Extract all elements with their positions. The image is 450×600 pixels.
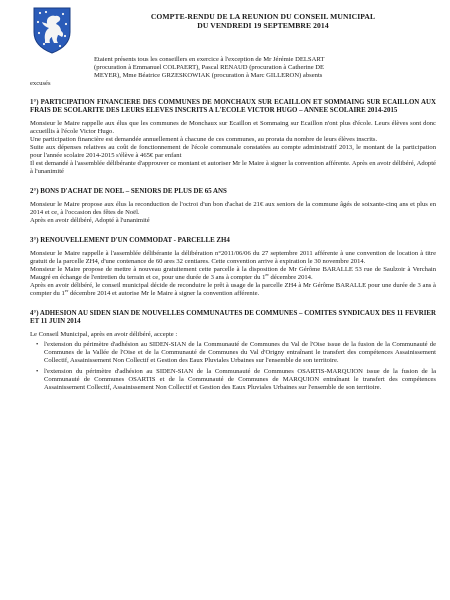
title-line-2: DU VENDREDI 19 SEPTEMBRE 2014 [197,21,329,31]
section-1-paragraph-2: Une participation financière est demandée annuellement à chacune de ces communes, au prorata du nombre de leurs élèves inscrits. [30,136,378,143]
section-1-paragraph-3: Suite aux dépenses relatives au coût de fonctionnement de l'école communale constatées au compte administratif 2013, le montant de la participation pour l'année scolaire 2014-2015 s'élève à 465€ par enfant [30,144,436,159]
attendance-line-3: MEYER), Mme Béatrice GRZESKOWIAK (procuration à Marc GILLERON) absents [94,72,323,79]
section-1 [30,99,436,176]
section-4-title: 4°) ADHESION AU SIDEN SIAN DE NOUVELLES COMMUNAUTES DE COMMUNES – COMITES SYNDICAUX DES 11 FEVRIER ET 11 JUIN 2014 [30,310,436,325]
attendance-line-4: excusés [30,80,51,87]
section-3-title: 3°) RENOUVELLEMENT D'UN COMMODAT - PARCELLE ZH4 [30,237,230,244]
attendance-line-1: Etaient présents tous les conseillers en exercice à l'exception de Mr Jérémie DELSART [94,56,325,63]
section-4 [30,310,436,392]
document-title [90,12,436,31]
section-2 [30,188,436,225]
attendance-block [30,56,436,88]
section-3-paragraph-2: Monsieur le Maire propose de mettre à nouveau gratuitement cette parcelle à la disposition de Mr Gérôme BARALLE 53 rue de Saulzoir à Verchain Maugré en échange de l'entretien du terrain et ce, pour une durée de 3 ans à compter du 1er décembre 2014. [30,266,436,281]
section-1-paragraph-4: Il est demandé à l'assemblée délibérante d'approuver ce montant et autoriser Mr le Maire à signer la convention afférente. Après en avoir délibéré, Adopté à l'unanimité [30,160,436,175]
section-1-paragraph-1: Monsieur le Maire rappelle aux élus que les communes de Monchaux sur Ecaillon et Sommaing sur Ecaillon n'ont plus d'école. Leurs élèves sont donc accueillis à l'école Victor Hugo. [30,120,436,135]
section-2-title: 2°) BONS D'ACHAT DE NOEL – SENIORS DE PLUS DE 65 ANS [30,188,227,195]
section-4-bullet-list [30,341,436,392]
heraldic-lion-crest-icon [32,6,72,54]
attendance-line-2: (procuration à Emmanuel COLPAERT), Pascal RENAUD (procuration à Catherine DE [94,64,325,71]
list-item: • l'extension du périmètre d'adhésion au SIDEN-SIAN de la Communauté de Communes du Val de l'Oise issue de la fusion de la Communauté de Communes de la Vallée de l'Oise et de la Communauté de Communes du Val d'Origny entraînant le transfert des compétences Assainissement Collectif, Assainissement Non Collectif et Gestion des Eaux Pluviales Urbaines sur l'ensemble de son territoire. [44,341,436,365]
section-3 [30,237,436,298]
section-3-paragraph-3: Après en avoir délibéré, le conseil municipal décide de reconduire le prêt à usage de la parcelle ZH4 à Mr Gérôme BARALLE pour une durée de 3 ans à compter du 1er décembre 2014 et autorise Mr le Maire à signer la convention afférente. [30,282,436,297]
document-body [30,56,436,404]
section-4-paragraph-1: Le Conseil Municipal, après en avoir délibéré, accepte : [30,331,178,338]
section-2-paragraph-2: Après en avoir délibéré, Adopté à l'unanimité [30,217,150,224]
section-2-paragraph-1: Monsieur le Maire propose aux élus la reconduction de l'octroi d'un bon d'achat de 21€ aux seniors de la commune âgés de soixante-cinq ans et plus en 2014 et ce, à l'occasion des fêtes de Noël. [30,201,436,216]
section-3-paragraph-1: Monsieur le Maire rappelle à l'assemblée délibérante la délibération n°2011/06/06 du 27 septembre 2011 afférente à une convention de location à titre gratuit de la parcelle ZH4, d'une contenance de 60 ares 32 centiares. Cette convention arrive à expiration le 30 novembre 2014. [30,250,436,265]
list-item: • l'extension du périmètre d'adhésion au SIDEN-SIAN de la Communauté de Communes OSARTIS-MARQUION issue de la fusion de la Communauté de Communes OSARTIS et de la Communauté de Communes de MARQUION entraînant le transfert des compétences Assainissement Collectif, Assainissement Non Collectif et Gestion des Eaux Pluviales Urbaines sur l'ensemble de son territoire. [44,368,436,392]
section-1-title: 1°) PARTICIPATION FINANCIERE DES COMMUNES DE MONCHAUX SUR ECAILLON ET SOMMAING SUR ECAILLON AUX FRAIS DE SCOLARITE DES LEURS ELEVES INSCRITS A L'ECOLE VICTOR HUGO – ANNEE SCOLAIRE 2014-2015 [30,99,436,114]
title-line-1: COMPTE-RENDU DE LA REUNION DU CONSEIL MUNICIPAL [150,12,376,21]
